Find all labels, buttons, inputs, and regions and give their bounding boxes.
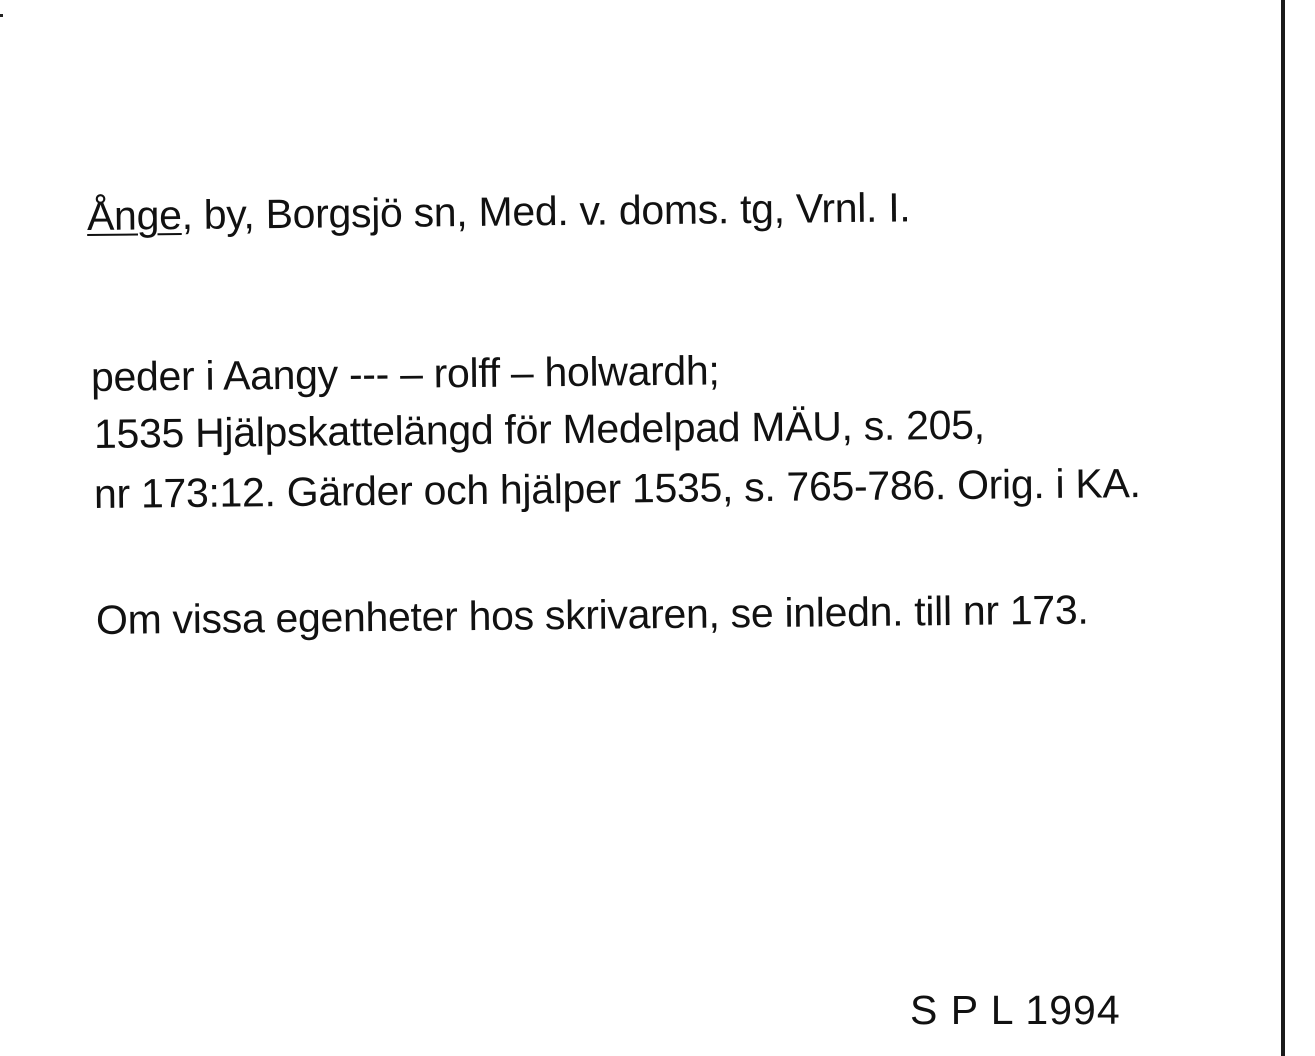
card-edge-border (1281, 0, 1285, 1056)
source-line-1: 1535 Hjälpskattelängd för Medelpad MÄU, s. 205, (93, 401, 985, 457)
heading-line (86, 184, 911, 239)
quote-line: peder i Aangy --- – rolff – holwardh; (90, 347, 720, 400)
source-line-2: nr 173:12. Gärder och hjälper 1535, s. 765-786. Orig. i KA. (93, 460, 1141, 517)
heading-details: , by, Borgsjö sn, Med. v. doms. tg, Vrnl. I. (181, 184, 911, 239)
scan-speck (0, 14, 3, 17)
headword: Ånge (86, 192, 182, 239)
signature: S P L 1994 (910, 987, 1121, 1033)
note-line: Om vissa egenheter hos skrivaren, se inledn. till nr 173. (95, 586, 1089, 643)
